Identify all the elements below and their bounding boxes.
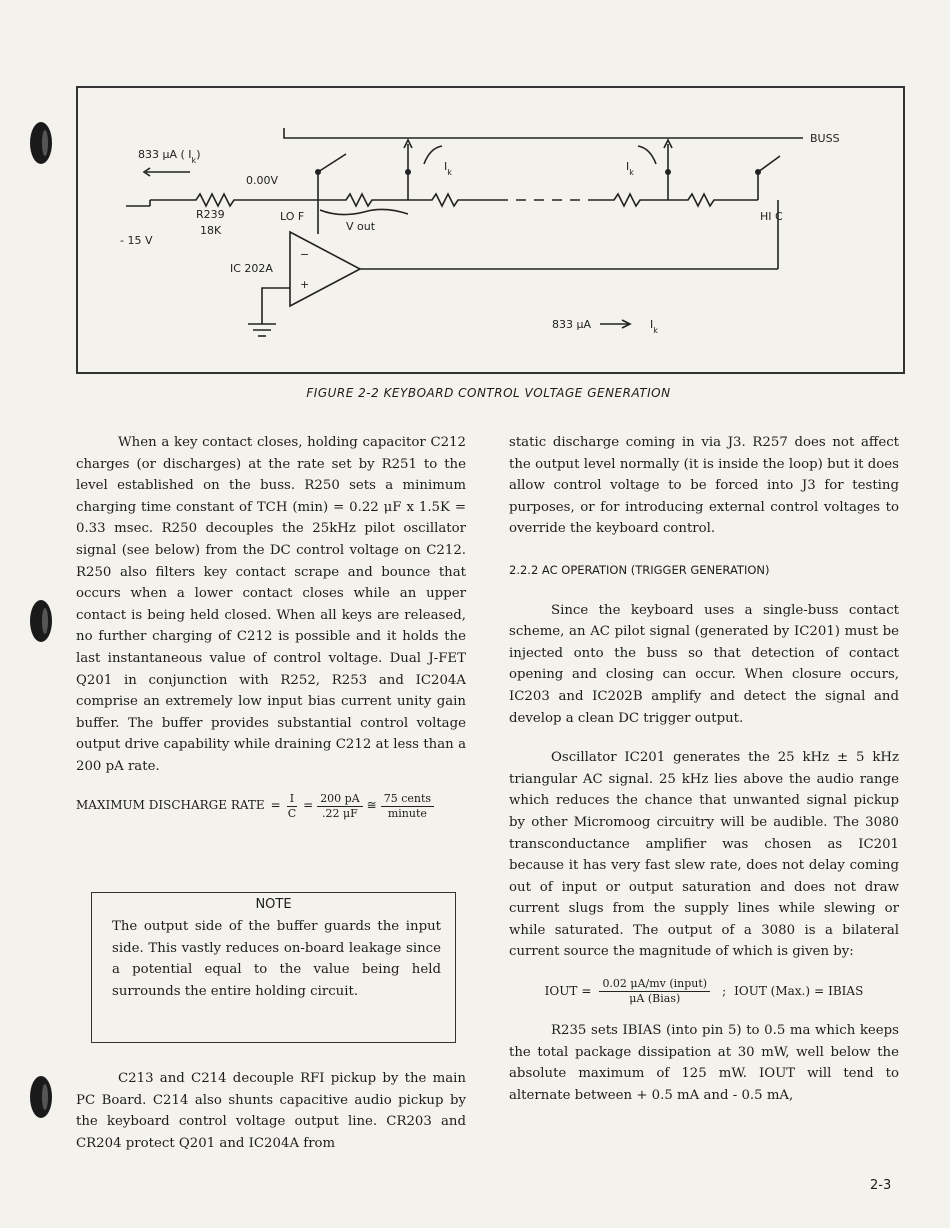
binder-hole-top (30, 122, 52, 164)
note-box (91, 892, 456, 1043)
label-voltage: 0.00V (246, 174, 279, 187)
label-plus: + (300, 278, 310, 291)
label-buss: BUSS (810, 132, 840, 145)
binder-hole-bottom (30, 1076, 52, 1118)
label-ik-1: $I_k$ (444, 160, 452, 177)
label-resistor-value: 18K (200, 224, 222, 237)
label-vout: V out (346, 220, 376, 233)
paragraph: When a key contact closes, holding capacitor C212 charges (or discharges) at the rate set by R251 to the level established on the buss. R250 sets a minimum charging time constant of TCH (min) = 0.22 μF x 1.5K = 0.33 msec. R250 decouples the 25kHz pilot oscillator signal (see below) from the DC control voltage on C212. R250 also filters key contact scrape and bounce that occurs when a lower contact closes while an upper contact is being held closed. When all keys are released, no further charging of C212 is possible and it holds the last instantaneous value of control voltage. Dual J-FET Q201 in conjunction with R252, R253 and IC204A comprise an extremely low input bias current unity gain buffer. The buffer provides substantial control voltage output drive capability while draining C212 at less than a 200 pA rate. (76, 435, 466, 774)
label-current-bottom: 833 μA (552, 318, 592, 331)
resistor-chain-1 (318, 194, 408, 206)
label-minus: − (300, 248, 310, 261)
schematic-figure (76, 86, 905, 374)
discharge-rate-formula: MAXIMUM DISCHARGE RATE = $\frac{I}{C}$ = $\frac{200 pA}{.22 \mu F}$ ≅ $\frac{\text{75 cents}}{\text{minute}}$ (76, 792, 466, 821)
label-ic: IC 202A (230, 262, 273, 275)
label-current-left: 833 μA ( $I_k$) (138, 148, 201, 165)
left-column-bottom (76, 1068, 466, 1154)
label-hi-c: HI C (760, 210, 783, 223)
note-body: The output side of the buffer guards the input side. This vastly reduces on-board leakage since a potential equal to the value being held surrounds the entire holding circuit. (112, 919, 441, 999)
resistor-r239 (150, 194, 278, 206)
paragraph: static discharge coming in via J3. R257 does not affect the output level normally (it is inside the loop) but it does allow control voltage to be forced into J3 for testing purposes, or for introducing external control voltages to override the keyboard control. (509, 435, 899, 537)
ik-arrow-left (424, 146, 442, 164)
label-ik-2: $I_k$ (626, 160, 634, 177)
page-number: 2-3 (870, 1178, 892, 1193)
label-resistor: R239 (196, 208, 225, 221)
schematic-diagram (78, 88, 903, 372)
paragraph: C213 and C214 decouple RFI pickup by the main PC Board. C214 also shunts capacitive audio pickup by the keyboard control voltage output line. CR203 and CR204 protect Q201 and IC204A from (76, 1071, 466, 1151)
left-column (76, 432, 466, 821)
resistor-chain-2 (598, 194, 758, 206)
binder-hole-middle (30, 600, 52, 642)
vout-brace (320, 209, 408, 214)
label-ik-bottom: $I_k$ (650, 318, 658, 335)
switch-lo-f (318, 154, 346, 172)
figure-caption: FIGURE 2-2 KEYBOARD CONTROL VOLTAGE GENERATION (306, 386, 671, 400)
note-title: NOTE (255, 897, 292, 912)
label-supply: - 15 V (120, 234, 153, 247)
switch-hi-c (758, 156, 780, 172)
ik-arrow-right (638, 146, 656, 164)
paragraph: Since the keyboard uses a single-buss contact scheme, an AC pilot signal (generated by IC201) must be injected onto the buss so that detection of contact opening and closing can occur. When closure occurs, IC203 and IC202B amplify and detect the signal and develop a clean DC trigger output. (509, 602, 899, 726)
buss-line (284, 128, 803, 138)
paragraph: Oscillator IC201 generates the 25 kHz ± 5 kHz triangular AC signal. 25 kHz lies above the audio range which reduces the chance that unwanted signal pickup by other Micromoog circuitry will be audible. The 3080 transconductance amplifier was chosen as IC201 because it has very fast slew rate, does not delay coming out of input or output saturation and does not draw current slugs from the supply lines while slewing or while saturated. The output of a 3080 is a bilateral current source the magnitude of which is given by: (509, 750, 899, 960)
label-lo-f: LO F (280, 210, 305, 223)
iout-formula: IOUT = $\frac{\text{0.02 μA/mv (input)}}{\text{μA (Bias)}}$ ; IOUT (Max.) = IBIAS (544, 977, 864, 1006)
op-amp (290, 232, 360, 306)
section-heading: 2.2.2 AC OPERATION (TRIGGER GENERATION) (509, 562, 770, 577)
right-column (509, 432, 899, 1106)
paragraph: R235 sets IBIAS (into pin 5) to 0.5 ma which keeps the total package dissipation at 30 mW, well below the absolute maximum of 125 mW. IOUT will tend to alternate between + 0.5 mA and - 0.5 mA, (509, 1023, 899, 1103)
